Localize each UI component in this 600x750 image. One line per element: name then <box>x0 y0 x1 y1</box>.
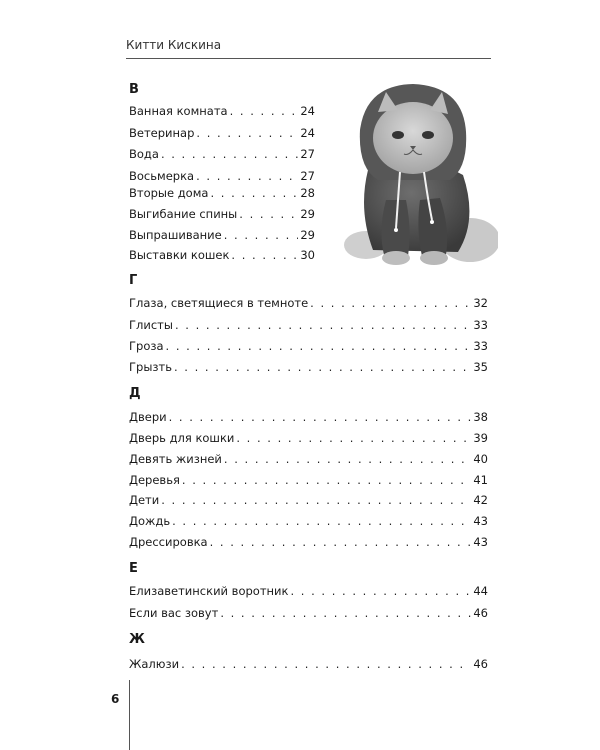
entry-title: Грызть <box>129 360 172 374</box>
toc-entry <box>129 473 488 487</box>
leader-dots <box>231 248 298 262</box>
toc-entry <box>129 452 488 466</box>
leader-dots <box>239 207 298 221</box>
toc-entry <box>129 318 488 332</box>
entry-page: 46 <box>473 657 488 671</box>
entry-title: Ветеринар <box>129 126 195 140</box>
running-title: Китти Кискина <box>126 38 222 52</box>
entry-title: Глисты <box>129 318 173 332</box>
leader-dots <box>182 473 471 487</box>
entry-page: 29 <box>300 207 315 221</box>
entry-title: Дверь для кошки <box>129 431 235 445</box>
toc-entry <box>129 339 488 353</box>
leader-dots <box>175 318 471 332</box>
entry-title: Вторые дома <box>129 186 209 200</box>
entry-title: Вода <box>129 147 159 161</box>
entry-title: Жалюзи <box>129 657 180 671</box>
leader-dots <box>196 126 298 140</box>
section-letter-d: Д <box>129 386 141 401</box>
toc-entry <box>129 606 488 620</box>
entry-page: 38 <box>473 410 488 424</box>
leader-dots <box>230 104 299 118</box>
leader-dots <box>210 535 472 549</box>
section-letter-g: Г <box>129 273 138 288</box>
entry-page: 41 <box>473 473 488 487</box>
toc-entry <box>129 657 488 671</box>
toc-entry <box>129 410 488 424</box>
leader-dots <box>220 606 471 620</box>
entry-page: 32 <box>473 296 488 310</box>
entry-title: Гроза <box>129 339 164 353</box>
entry-page: 44 <box>473 584 488 598</box>
leader-dots <box>166 339 472 353</box>
leader-dots <box>169 410 472 424</box>
leader-dots <box>174 360 471 374</box>
entry-title: Дети <box>129 493 160 507</box>
margin-rule <box>129 680 130 750</box>
toc-entry <box>129 186 315 200</box>
toc-entry <box>129 514 488 528</box>
section-letter-zh: Ж <box>129 632 145 647</box>
entry-title: Если вас зовут <box>129 606 219 620</box>
entry-title: Выпрашивание <box>129 228 222 242</box>
entry-page: 33 <box>473 339 488 353</box>
entry-title: Елизаветинский воротник <box>129 584 289 598</box>
toc-entry <box>129 493 488 507</box>
entry-page: 27 <box>300 147 315 161</box>
entry-page: 43 <box>473 535 488 549</box>
section-letter-e: Е <box>129 561 138 576</box>
entry-title: Восьмерка <box>129 169 195 183</box>
entry-page: 40 <box>473 452 488 466</box>
leader-dots <box>181 657 471 671</box>
toc-entry <box>129 360 488 374</box>
entry-page: 30 <box>300 248 315 262</box>
entry-page: 27 <box>300 169 315 183</box>
cat-in-hoodie-photo <box>338 80 498 270</box>
entry-page: 28 <box>300 186 315 200</box>
section-letter-v: В <box>129 82 139 97</box>
entry-title: Дрессировка <box>129 535 208 549</box>
entry-title: Выставки кошек <box>129 248 230 262</box>
toc-entry <box>129 104 315 118</box>
leader-dots <box>224 452 471 466</box>
entry-title: Деревья <box>129 473 180 487</box>
toc-entry <box>129 207 315 221</box>
entry-page: 46 <box>473 606 488 620</box>
toc-entry <box>129 584 488 598</box>
toc-entry <box>129 126 315 140</box>
toc-entry <box>129 296 488 310</box>
toc-entry <box>129 228 315 242</box>
leader-dots <box>161 493 471 507</box>
entry-title: Девять жизней <box>129 452 222 466</box>
entry-page: 43 <box>473 514 488 528</box>
toc-entry <box>129 248 315 262</box>
leader-dots <box>236 431 471 445</box>
entry-title: Дождь <box>129 514 171 528</box>
entry-page: 39 <box>473 431 488 445</box>
entry-title: Выгибание спины <box>129 207 238 221</box>
leader-dots <box>161 147 298 161</box>
leader-dots <box>210 186 298 200</box>
entry-title: Глаза, светящиеся в темноте <box>129 296 309 310</box>
leader-dots <box>224 228 299 242</box>
leader-dots <box>172 514 471 528</box>
toc-entry <box>129 535 488 549</box>
running-header <box>126 38 491 59</box>
toc-entry <box>129 431 488 445</box>
entry-title: Двери <box>129 410 167 424</box>
leader-dots <box>310 296 471 310</box>
entry-title: Ванная комната <box>129 104 228 118</box>
leader-dots <box>290 584 471 598</box>
toc-entry <box>129 169 315 183</box>
entry-page: 42 <box>473 493 488 507</box>
entry-page: 24 <box>300 104 315 118</box>
leader-dots <box>196 169 298 183</box>
entry-page: 24 <box>300 126 315 140</box>
entry-page: 35 <box>473 360 488 374</box>
page-number: 6 <box>111 692 120 706</box>
entry-page: 33 <box>473 318 488 332</box>
toc-entry <box>129 147 315 161</box>
entry-page: 29 <box>300 228 315 242</box>
